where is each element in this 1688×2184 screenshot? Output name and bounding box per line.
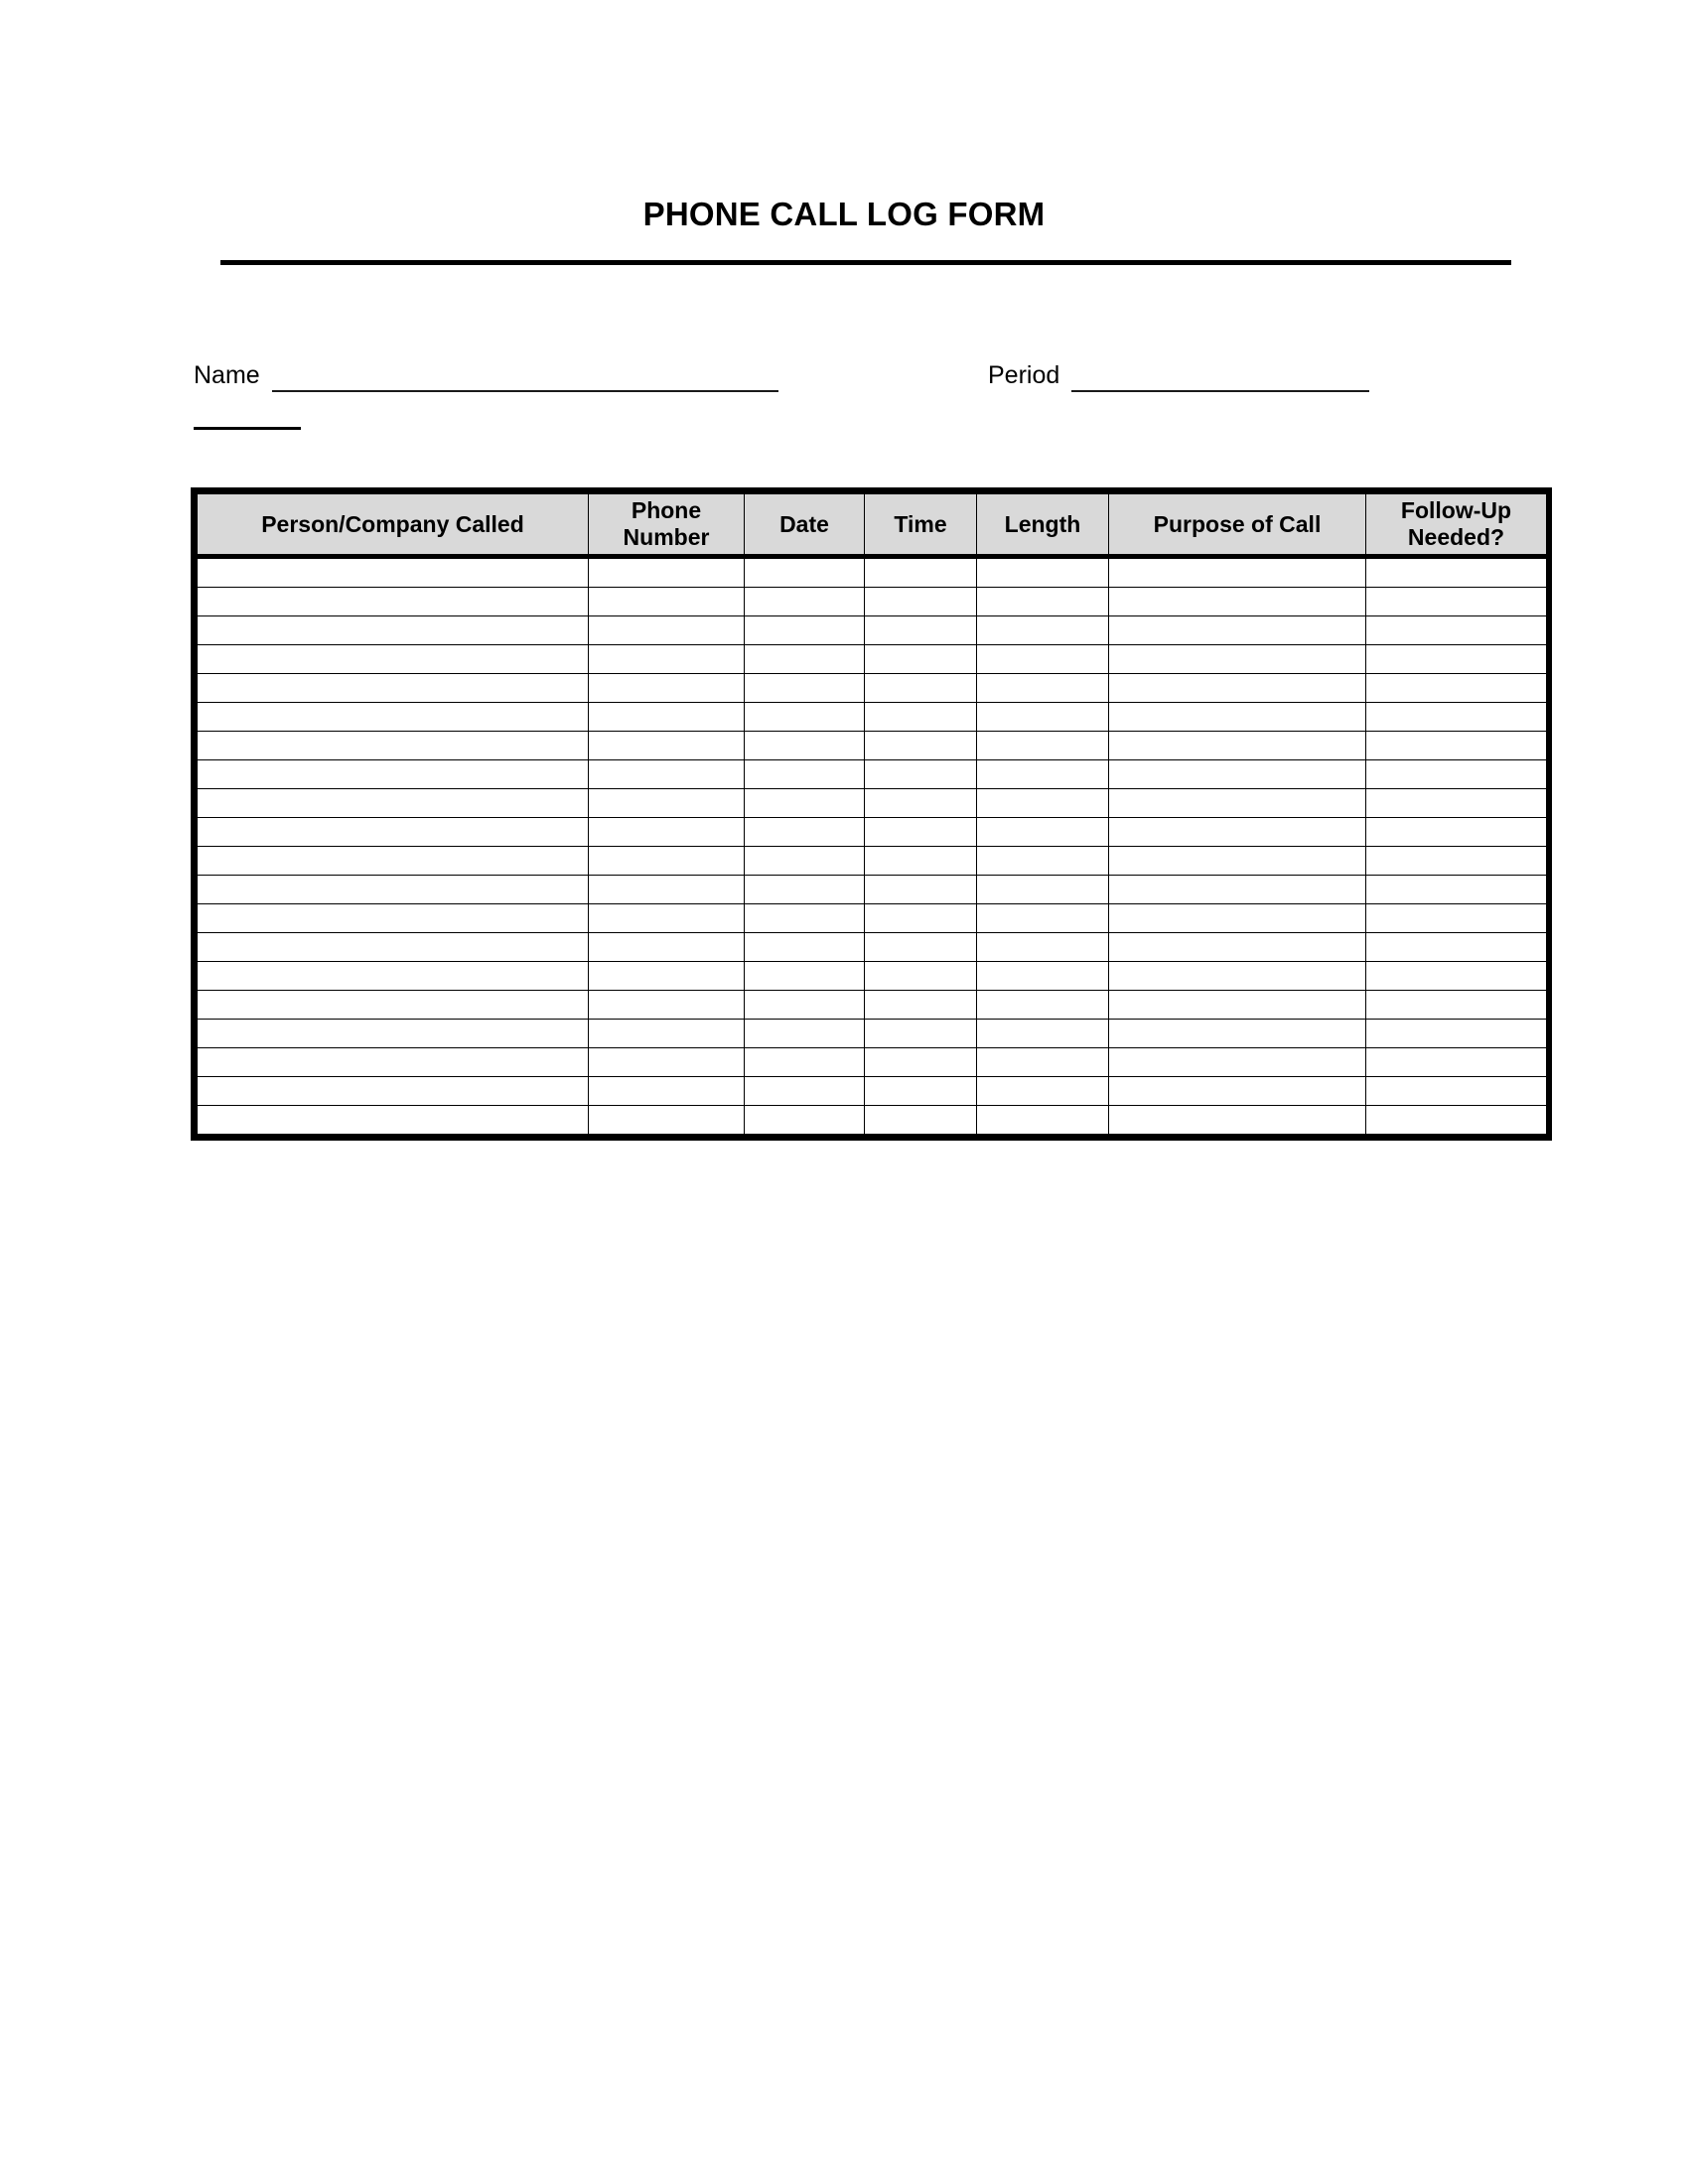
cell-person[interactable]: [198, 904, 589, 933]
name-input-continuation[interactable]: [194, 409, 301, 430]
cell-person[interactable]: [198, 557, 589, 588]
cell-followup[interactable]: [1366, 1077, 1547, 1106]
table-row[interactable]: [198, 674, 1547, 703]
cell-date[interactable]: [745, 616, 865, 645]
cell-followup[interactable]: [1366, 904, 1547, 933]
cell-followup[interactable]: [1366, 645, 1547, 674]
cell-date[interactable]: [745, 1048, 865, 1077]
cell-length[interactable]: [977, 760, 1109, 789]
cell-followup[interactable]: [1366, 789, 1547, 818]
cell-length[interactable]: [977, 703, 1109, 732]
cell-person[interactable]: [198, 991, 589, 1020]
cell-time[interactable]: [865, 760, 977, 789]
cell-date[interactable]: [745, 732, 865, 760]
table-row[interactable]: [198, 732, 1547, 760]
cell-followup[interactable]: [1366, 1048, 1547, 1077]
cell-time[interactable]: [865, 962, 977, 991]
column-header-followup: Follow-Up Needed?: [1366, 494, 1547, 557]
cell-purpose[interactable]: [1109, 674, 1366, 703]
table-row[interactable]: [198, 557, 1547, 588]
cell-length[interactable]: [977, 557, 1109, 588]
cell-time[interactable]: [865, 1048, 977, 1077]
cell-time[interactable]: [865, 847, 977, 876]
cell-purpose[interactable]: [1109, 876, 1366, 904]
cell-person[interactable]: [198, 962, 589, 991]
cell-length[interactable]: [977, 732, 1109, 760]
cell-phone[interactable]: [589, 876, 745, 904]
cell-length[interactable]: [977, 1020, 1109, 1048]
cell-time[interactable]: [865, 1020, 977, 1048]
cell-followup[interactable]: [1366, 962, 1547, 991]
table-row[interactable]: [198, 789, 1547, 818]
column-header-time: Time: [865, 494, 977, 557]
cell-purpose[interactable]: [1109, 789, 1366, 818]
cell-purpose[interactable]: [1109, 557, 1366, 588]
cell-purpose[interactable]: [1109, 760, 1366, 789]
cell-time[interactable]: [865, 732, 977, 760]
cell-followup[interactable]: [1366, 1020, 1547, 1048]
cell-person[interactable]: [198, 818, 589, 847]
cell-date[interactable]: [745, 847, 865, 876]
cell-phone[interactable]: [589, 789, 745, 818]
cell-followup[interactable]: [1366, 674, 1547, 703]
cell-length[interactable]: [977, 847, 1109, 876]
name-input[interactable]: [272, 360, 778, 392]
cell-date[interactable]: [745, 818, 865, 847]
cell-purpose[interactable]: [1109, 962, 1366, 991]
cell-time[interactable]: [865, 557, 977, 588]
cell-phone[interactable]: [589, 933, 745, 962]
cell-phone[interactable]: [589, 703, 745, 732]
cell-person[interactable]: [198, 588, 589, 616]
cell-time[interactable]: [865, 876, 977, 904]
cell-date[interactable]: [745, 991, 865, 1020]
cell-time[interactable]: [865, 904, 977, 933]
table-header: [198, 494, 1547, 557]
table-row[interactable]: [198, 1048, 1547, 1077]
cell-person[interactable]: [198, 760, 589, 789]
column-header-purpose: Purpose of Call: [1109, 494, 1366, 557]
name-field-group: [194, 360, 778, 400]
cell-purpose[interactable]: [1109, 732, 1366, 760]
cell-time[interactable]: [865, 645, 977, 674]
cell-followup[interactable]: [1366, 1106, 1547, 1135]
cell-person[interactable]: [198, 933, 589, 962]
cell-time[interactable]: [865, 588, 977, 616]
cell-purpose[interactable]: [1109, 933, 1366, 962]
cell-date[interactable]: [745, 933, 865, 962]
cell-purpose[interactable]: [1109, 904, 1366, 933]
cell-purpose[interactable]: [1109, 1020, 1366, 1048]
cell-followup[interactable]: [1366, 732, 1547, 760]
cell-purpose[interactable]: [1109, 991, 1366, 1020]
cell-length[interactable]: [977, 1048, 1109, 1077]
cell-length[interactable]: [977, 1106, 1109, 1135]
cell-phone[interactable]: [589, 1020, 745, 1048]
page-title: PHONE CALL LOG FORM: [642, 196, 1046, 232]
table-row[interactable]: [198, 933, 1547, 962]
cell-phone[interactable]: [589, 674, 745, 703]
cell-date[interactable]: [745, 904, 865, 933]
cell-phone[interactable]: [589, 847, 745, 876]
cell-phone[interactable]: [589, 557, 745, 588]
cell-phone[interactable]: [589, 962, 745, 991]
column-header-phone: Phone Number: [589, 494, 745, 557]
table-row[interactable]: [198, 760, 1547, 789]
cell-person[interactable]: [198, 703, 589, 732]
table-row[interactable]: [198, 703, 1547, 732]
cell-date[interactable]: [745, 1077, 865, 1106]
cell-person[interactable]: [198, 847, 589, 876]
cell-time[interactable]: [865, 1106, 977, 1135]
table-row[interactable]: [198, 616, 1547, 645]
table-row[interactable]: [198, 876, 1547, 904]
period-field-label: Period: [988, 361, 1060, 389]
table-header-row: [198, 494, 1547, 557]
column-header-length: Length: [977, 494, 1109, 557]
cell-followup[interactable]: [1366, 876, 1547, 904]
cell-length[interactable]: [977, 991, 1109, 1020]
cell-purpose[interactable]: [1109, 1048, 1366, 1077]
cell-date[interactable]: [745, 645, 865, 674]
name-field-label: Name: [194, 361, 260, 389]
cell-purpose[interactable]: [1109, 1077, 1366, 1106]
cell-followup[interactable]: [1366, 588, 1547, 616]
cell-date[interactable]: [745, 588, 865, 616]
table-row[interactable]: [198, 645, 1547, 674]
table-row[interactable]: [198, 1077, 1547, 1106]
cell-length[interactable]: [977, 876, 1109, 904]
cell-followup[interactable]: [1366, 616, 1547, 645]
cell-followup[interactable]: [1366, 847, 1547, 876]
cell-time[interactable]: [865, 1077, 977, 1106]
cell-purpose[interactable]: [1109, 703, 1366, 732]
cell-date[interactable]: [745, 789, 865, 818]
cell-followup[interactable]: [1366, 933, 1547, 962]
table-row[interactable]: [198, 588, 1547, 616]
cell-person[interactable]: [198, 1077, 589, 1106]
title-divider: [220, 260, 1511, 265]
table-body: [198, 557, 1547, 1135]
cell-date[interactable]: [745, 876, 865, 904]
cell-date[interactable]: [745, 1106, 865, 1135]
table-row[interactable]: [198, 818, 1547, 847]
cell-purpose[interactable]: [1109, 645, 1366, 674]
cell-followup[interactable]: [1366, 703, 1547, 732]
cell-length[interactable]: [977, 933, 1109, 962]
cell-length[interactable]: [977, 818, 1109, 847]
column-header-date: Date: [745, 494, 865, 557]
cell-length[interactable]: [977, 674, 1109, 703]
cell-date[interactable]: [745, 962, 865, 991]
cell-person[interactable]: [198, 876, 589, 904]
cell-date[interactable]: [745, 703, 865, 732]
table-row[interactable]: [198, 847, 1547, 876]
cell-length[interactable]: [977, 616, 1109, 645]
table-row[interactable]: [198, 1020, 1547, 1048]
cell-length[interactable]: [977, 962, 1109, 991]
cell-person[interactable]: [198, 1106, 589, 1135]
cell-person[interactable]: [198, 1020, 589, 1048]
cell-phone[interactable]: [589, 904, 745, 933]
cell-phone[interactable]: [589, 1077, 745, 1106]
cell-time[interactable]: [865, 616, 977, 645]
cell-length[interactable]: [977, 645, 1109, 674]
cell-purpose[interactable]: [1109, 818, 1366, 847]
cell-phone[interactable]: [589, 760, 745, 789]
phone-call-log-table: [191, 487, 1552, 1141]
cell-person[interactable]: [198, 789, 589, 818]
cell-followup[interactable]: [1366, 818, 1547, 847]
cell-phone[interactable]: [589, 1106, 745, 1135]
cell-phone[interactable]: [589, 588, 745, 616]
cell-phone[interactable]: [589, 645, 745, 674]
cell-date[interactable]: [745, 760, 865, 789]
cell-date[interactable]: [745, 1020, 865, 1048]
cell-phone[interactable]: [589, 1048, 745, 1077]
cell-followup[interactable]: [1366, 991, 1547, 1020]
cell-time[interactable]: [865, 703, 977, 732]
table-row[interactable]: [198, 962, 1547, 991]
cell-person[interactable]: [198, 674, 589, 703]
cell-person[interactable]: [198, 616, 589, 645]
cell-time[interactable]: [865, 818, 977, 847]
cell-time[interactable]: [865, 991, 977, 1020]
table-row[interactable]: [198, 1106, 1547, 1135]
cell-phone[interactable]: [589, 616, 745, 645]
cell-phone[interactable]: [589, 732, 745, 760]
cell-phone[interactable]: [589, 991, 745, 1020]
cell-purpose[interactable]: [1109, 1106, 1366, 1135]
cell-length[interactable]: [977, 904, 1109, 933]
cell-purpose[interactable]: [1109, 588, 1366, 616]
cell-followup[interactable]: [1366, 760, 1547, 789]
column-header-person: Person/Company Called: [198, 494, 589, 557]
cell-time[interactable]: [865, 789, 977, 818]
cell-length[interactable]: [977, 1077, 1109, 1106]
cell-time[interactable]: [865, 933, 977, 962]
period-input[interactable]: [1071, 360, 1369, 392]
cell-length[interactable]: [977, 789, 1109, 818]
cell-length[interactable]: [977, 588, 1109, 616]
cell-date[interactable]: [745, 674, 865, 703]
cell-date[interactable]: [745, 557, 865, 588]
table-row[interactable]: [198, 991, 1547, 1020]
cell-person[interactable]: [198, 645, 589, 674]
cell-purpose[interactable]: [1109, 847, 1366, 876]
cell-time[interactable]: [865, 674, 977, 703]
cell-person[interactable]: [198, 1048, 589, 1077]
period-field-group: [988, 360, 1369, 400]
cell-person[interactable]: [198, 732, 589, 760]
cell-followup[interactable]: [1366, 557, 1547, 588]
cell-phone[interactable]: [589, 818, 745, 847]
table-row[interactable]: [198, 904, 1547, 933]
cell-purpose[interactable]: [1109, 616, 1366, 645]
form-fields-row: [194, 360, 1584, 400]
